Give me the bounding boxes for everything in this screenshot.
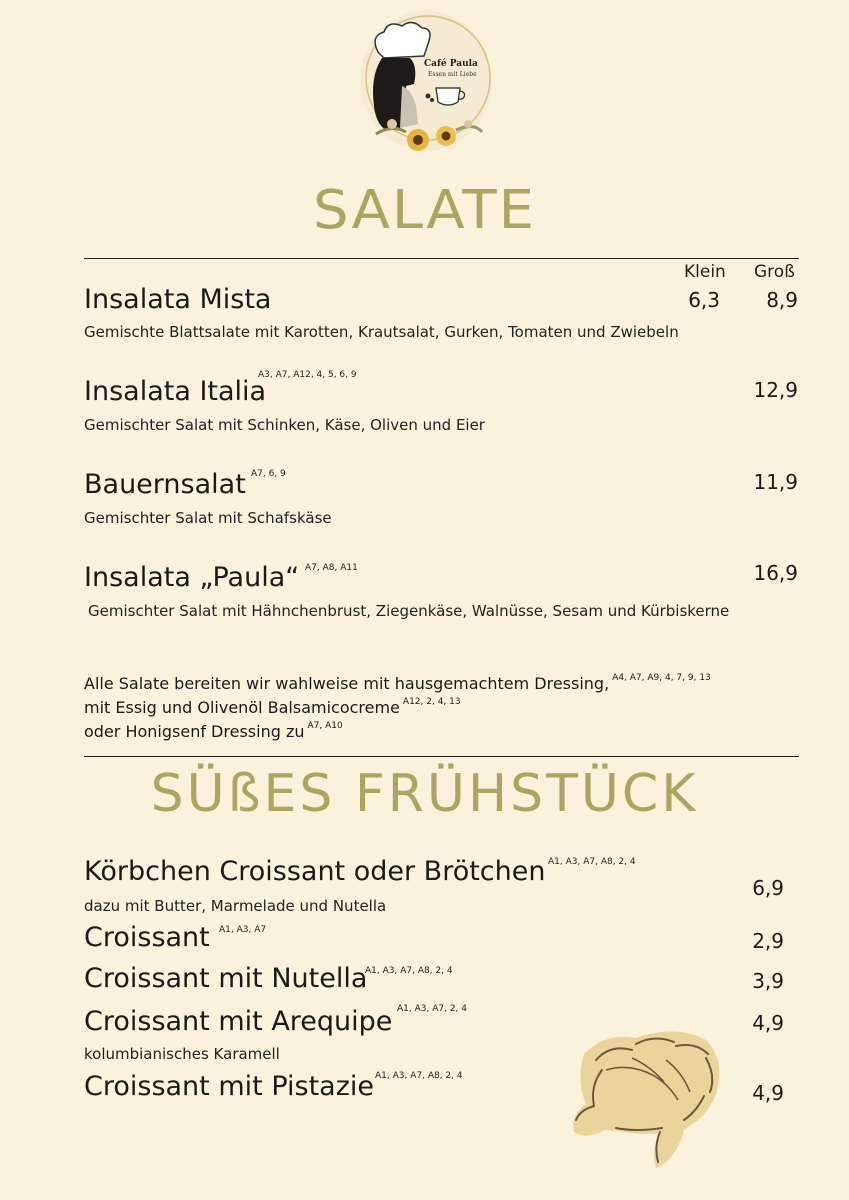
croissant-illustration xyxy=(566,1020,726,1170)
cafe-paula-logo xyxy=(356,6,496,156)
price: 6,9 xyxy=(752,876,784,900)
price: 3,9 xyxy=(752,969,784,993)
price: 4,9 xyxy=(752,1011,784,1035)
allergen-codes: A7, 6, 9 xyxy=(251,469,286,479)
divider xyxy=(84,756,799,757)
column-header-large: Groß xyxy=(754,262,795,282)
section-heading-salate: SALATE xyxy=(313,179,536,242)
menu-item-name: Insalata „Paula“ xyxy=(84,562,300,593)
allergen-codes: A7, A8, A11 xyxy=(305,563,358,573)
dressing-note xyxy=(84,672,711,744)
menu-item-name: Croissant mit Nutella xyxy=(84,963,368,994)
price: 2,9 xyxy=(752,929,784,953)
note-line: oder Honigsenf Dressing zu $^{A7, A10}$ xyxy=(84,721,343,741)
menu-item-name: Körbchen Croissant oder Brötchen xyxy=(84,856,546,887)
allergen-codes: A1, A3, A7 xyxy=(219,925,267,935)
allergen-codes: A1, A3, A7, A8, 2, 4 xyxy=(365,966,453,976)
price-small: 6,3 xyxy=(688,288,720,312)
menu-item-description: kolumbianisches Karamell xyxy=(84,1045,280,1063)
note-line: mit Essig und Olivenöl Balsamicocreme $^{A12, 2, 4, 13}$ xyxy=(84,697,461,717)
logo-title: Café Paula xyxy=(424,59,478,69)
section-heading-fruehstueck: SÜßES FRÜHSTÜCK xyxy=(150,764,699,824)
price: 4,9 xyxy=(752,1081,784,1105)
price-large: 12,9 xyxy=(753,378,798,402)
menu-item-description: dazu mit Butter, Marmelade und Nutella xyxy=(84,897,387,915)
menu-item-description: Gemischter Salat mit Schafskäse xyxy=(84,509,332,527)
price-large: 8,9 xyxy=(766,288,798,312)
allergen-codes: A1, A3, A7, 2, 4 xyxy=(397,1004,467,1014)
menu-item-name: Insalata Italia xyxy=(84,376,267,407)
column-header-small: Klein xyxy=(684,262,726,282)
menu-item-name: Bauernsalat xyxy=(84,469,246,500)
note-line: Alle Salate bereiten wir wahlweise mit hausgemachtem Dressing, $^{A4, A7, A9, 4, 7, 9, 13}$ xyxy=(84,673,711,693)
menu-item-name: Croissant mit Pistazie xyxy=(84,1071,374,1102)
price-large: 16,9 xyxy=(753,561,798,585)
menu-item-description: Gemischte Blattsalate mit Karotten, Krautsalat, Gurken, Tomaten und Zwiebeln xyxy=(84,323,679,341)
allergen-codes: A3, A7, A12, 4, 5, 6, 9 xyxy=(258,370,357,380)
divider xyxy=(84,258,799,259)
menu-item-name: Croissant mit Arequipe xyxy=(84,1006,393,1037)
menu-item-name: Insalata Mista xyxy=(84,284,272,315)
allergen-codes: A1, A3, A7, A8, 2, 4 xyxy=(375,1071,463,1081)
logo-subtitle: Essen mit Liebe xyxy=(428,71,477,78)
menu-item-description: Gemischter Salat mit Hähnchenbrust, Ziegenkäse, Walnüsse, Sesam und Kürbiskerne xyxy=(88,602,730,620)
menu-item-name: Croissant xyxy=(84,922,210,953)
price-large: 11,9 xyxy=(753,470,798,494)
menu-item-description: Gemischter Salat mit Schinken, Käse, Oliven und Eier xyxy=(84,416,485,434)
allergen-codes: A1, A3, A7, A8, 2, 4 xyxy=(548,857,636,867)
